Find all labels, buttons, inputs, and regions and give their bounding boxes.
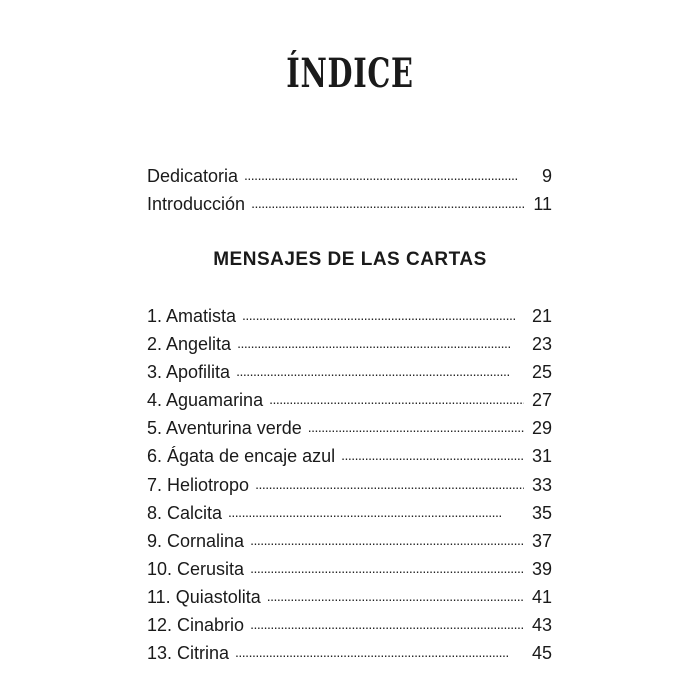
toc-entry-page: 25 xyxy=(531,362,552,383)
card-messages-list xyxy=(147,304,552,669)
toc-entry xyxy=(147,388,552,416)
toc-entry xyxy=(147,360,552,388)
section-heading: MENSAJES DE LAS CARTAS xyxy=(213,249,487,270)
toc-entry-label: 5. Aventurina verde xyxy=(147,418,302,439)
toc-entry-page: 23 xyxy=(531,334,552,355)
dot-leader xyxy=(236,360,524,378)
toc-entry-label: Dedicatoria xyxy=(147,166,239,186)
dot-leader xyxy=(228,501,524,519)
dot-leader xyxy=(250,529,524,547)
dot-leader xyxy=(267,585,524,603)
dot-leader xyxy=(269,388,524,406)
toc-entry-page: 11 xyxy=(533,194,552,215)
toc-entry-page: 39 xyxy=(531,558,552,579)
toc-entry xyxy=(147,641,552,669)
toc-entry xyxy=(147,585,552,613)
dot-leader xyxy=(250,613,524,631)
dot-leader xyxy=(242,304,524,322)
toc-entry-label: 2. Angelita xyxy=(147,334,232,355)
toc-entry xyxy=(147,473,552,501)
toc-entry-page: 45 xyxy=(531,643,552,664)
toc-entry xyxy=(147,192,552,220)
toc-entry-label: Introducción xyxy=(147,194,246,215)
toc-entry-page: 29 xyxy=(531,418,552,439)
front-matter-list xyxy=(147,164,552,220)
toc-entry-page: 35 xyxy=(531,502,552,523)
dot-leader xyxy=(255,473,524,491)
toc-entry-label: 8. Calcita xyxy=(147,502,223,523)
dot-leader xyxy=(308,416,524,434)
toc-entry-page: 27 xyxy=(531,390,552,411)
toc-entry-page: 33 xyxy=(531,474,552,495)
toc-entry xyxy=(147,332,552,360)
toc-entry-page: 21 xyxy=(531,306,552,326)
toc-entry xyxy=(147,304,552,332)
toc-entry-label: 3. Apofilita xyxy=(147,362,231,383)
toc-entry xyxy=(147,557,552,585)
toc-entry-label: 1. Amatista xyxy=(147,306,237,326)
toc-entry-label: 6. Ágata de encaje azul xyxy=(147,446,336,467)
dot-leader xyxy=(244,164,524,182)
toc-entry xyxy=(147,444,552,472)
dot-leader xyxy=(235,641,524,659)
toc-entry-page: 31 xyxy=(531,446,552,467)
dot-leader xyxy=(250,557,524,575)
toc-entry-page: 9 xyxy=(541,166,552,186)
toc-entry-page: 43 xyxy=(531,615,552,636)
toc-entry-label: 12. Cinabrio xyxy=(147,615,245,636)
toc-entry-label: 11. Quiastolita xyxy=(147,586,261,607)
toc-entry-page: 41 xyxy=(531,586,552,607)
dot-leader xyxy=(341,444,524,462)
toc-entry-page: 37 xyxy=(531,530,552,551)
toc-entry-label: 4. Aguamarina xyxy=(147,390,264,411)
toc-entry xyxy=(147,613,552,641)
toc-entry xyxy=(147,529,552,557)
toc-entry-label: 10. Cerusita xyxy=(147,558,245,579)
toc-entry-label: 7. Heliotropo xyxy=(147,474,250,495)
toc-entry-label: 13. Citrina xyxy=(147,643,230,664)
dot-leader xyxy=(237,332,524,350)
toc-entry xyxy=(147,416,552,444)
toc-entry xyxy=(147,501,552,529)
page-title: ÍNDICE xyxy=(286,50,414,97)
toc-entry-label: 9. Cornalina xyxy=(147,530,245,551)
dot-leader xyxy=(251,192,524,210)
toc-entry xyxy=(147,164,552,192)
